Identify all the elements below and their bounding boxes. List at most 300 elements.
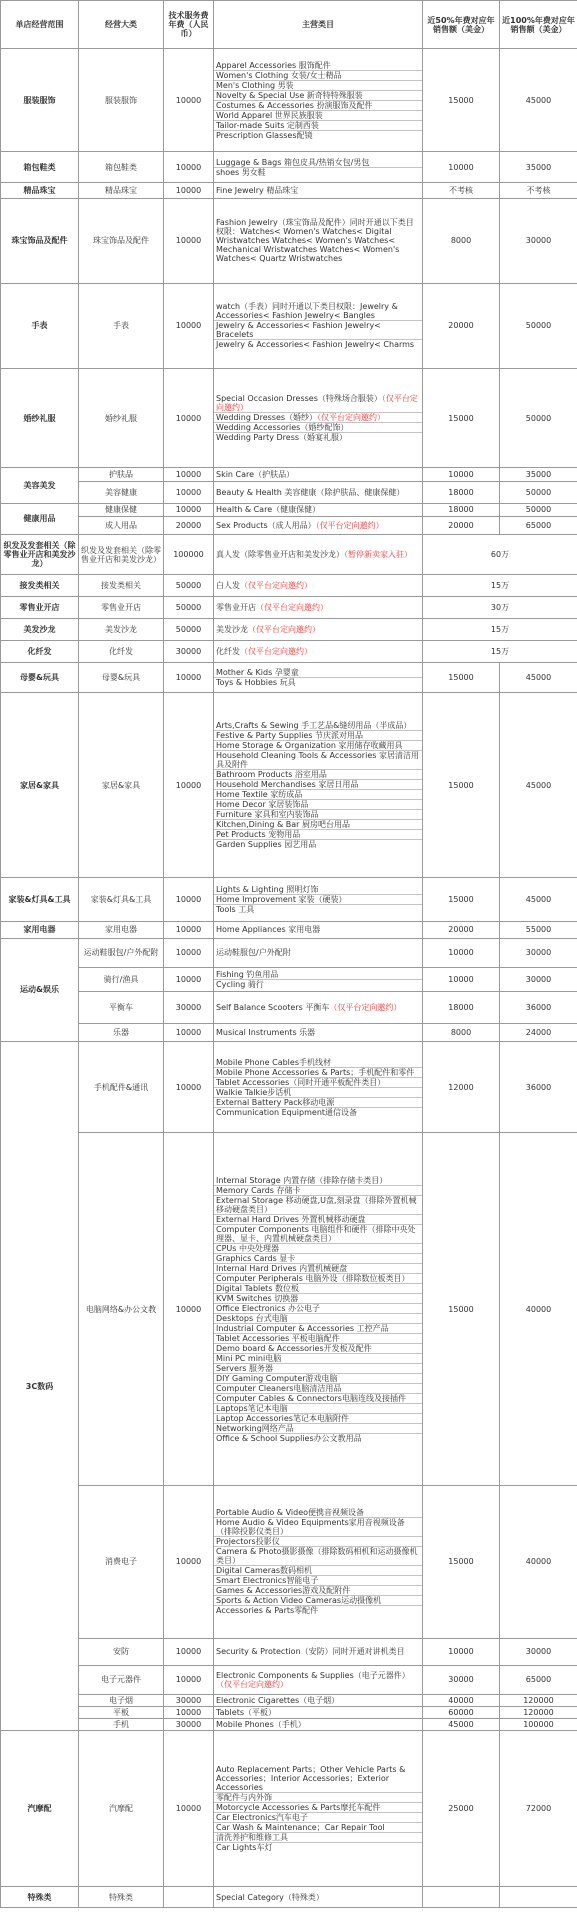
item-line bbox=[214, 61, 422, 70]
scope-cell: 家装&灯具&工具 bbox=[1, 878, 79, 922]
table-row bbox=[1, 49, 577, 152]
annual-sales-100-cell: 30000 bbox=[500, 198, 577, 283]
scope-cell: 手表 bbox=[1, 283, 79, 368]
annual-sales-100-cell: 30000 bbox=[500, 938, 577, 967]
main-items-cell bbox=[214, 1731, 423, 1887]
item-line bbox=[214, 1546, 422, 1565]
category-cell: 手机 bbox=[79, 1719, 164, 1731]
item-line bbox=[214, 394, 422, 412]
annual-sales-50-cell: 10000 bbox=[423, 938, 500, 967]
category-cell: 乐器 bbox=[79, 1023, 164, 1041]
item-text: Office & School Supplies办公文教用品 bbox=[216, 1433, 362, 1443]
item-text: Home Appliances 家用电器 bbox=[216, 925, 321, 935]
item-line bbox=[214, 625, 422, 634]
category-cell: 家居&家具 bbox=[79, 693, 164, 878]
main-items-cell bbox=[214, 481, 423, 503]
main-items-cell bbox=[214, 468, 423, 481]
category-cell: 精品珠宝 bbox=[79, 182, 164, 198]
fee-cell: 10000 bbox=[164, 198, 214, 283]
item-line bbox=[214, 422, 422, 432]
item-line bbox=[214, 1323, 422, 1333]
item-line bbox=[214, 1077, 422, 1087]
scope-cell: 美发沙龙 bbox=[1, 619, 79, 641]
item-line bbox=[214, 1585, 422, 1595]
invite-only-note: （仅平台定向邀约） bbox=[315, 521, 384, 531]
item-text: 美发沙龙 bbox=[216, 625, 248, 635]
item-line bbox=[214, 90, 422, 100]
invite-only-note: （仅平台定向邀约） bbox=[317, 413, 386, 423]
item-text: Household Cleaning Tools & Accessories 家居清洁用具及附件 bbox=[216, 751, 419, 770]
annual-sales-100-cell: 45000 bbox=[500, 662, 577, 692]
item-line bbox=[214, 1087, 422, 1097]
fee-cell: 20000 bbox=[164, 517, 214, 535]
item-text: Accessories & Parts零配件 bbox=[216, 1606, 319, 1616]
item-line bbox=[214, 1393, 422, 1403]
table-row bbox=[1, 1042, 577, 1133]
scope-cell: 服装服饰 bbox=[1, 49, 79, 152]
category-cell: 电脑网络&办公文教 bbox=[79, 1133, 164, 1486]
header-cell: 单店经营范围 bbox=[1, 1, 79, 49]
main-items-cell bbox=[214, 1133, 423, 1486]
fee-cell: 10000 bbox=[164, 938, 214, 967]
annual-sales-100-cell bbox=[500, 1887, 577, 1908]
annual-sales-100-cell: 15万 bbox=[423, 640, 577, 662]
item-text: Skin Care（护肤品） bbox=[216, 470, 295, 480]
item-text: Desktops 台式电脑 bbox=[216, 1313, 288, 1323]
item-line bbox=[214, 809, 422, 819]
category-cell: 婚纱礼服 bbox=[79, 368, 164, 468]
item-text: Computer Components 电脑组件和硬件（排除中央处理器、显卡、内置机械硬盘类目） bbox=[216, 1224, 416, 1243]
table-row bbox=[1, 368, 577, 468]
table-row bbox=[1, 619, 577, 641]
item-text: Graphics Cards 显卡 bbox=[216, 1253, 296, 1263]
annual-sales-100-cell: 30000 bbox=[500, 967, 577, 991]
item-line bbox=[214, 1003, 422, 1012]
item-line bbox=[214, 829, 422, 839]
item-text: Wedding Party Dress（婚宴礼服） bbox=[216, 433, 348, 443]
item-line bbox=[214, 894, 422, 904]
item-line bbox=[214, 819, 422, 829]
table-row bbox=[1, 921, 577, 938]
category-cell: 安防 bbox=[79, 1639, 164, 1666]
annual-sales-100-cell: 50000 bbox=[500, 503, 577, 516]
category-cell: 化纤发 bbox=[79, 640, 164, 662]
item-line bbox=[214, 668, 422, 677]
item-line bbox=[214, 1224, 422, 1243]
item-text: Kitchen,Dining & Bar 厨房吧台用品 bbox=[216, 820, 350, 830]
item-line bbox=[214, 1433, 422, 1443]
category-cell: 零售业开店 bbox=[79, 597, 164, 619]
annual-sales-50-cell: 25000 bbox=[423, 1731, 500, 1887]
fee-cell: 10000 bbox=[164, 182, 214, 198]
annual-sales-100-cell: 120000 bbox=[500, 1707, 577, 1719]
annual-sales-50-cell: 15000 bbox=[423, 368, 500, 468]
item-line bbox=[214, 1303, 422, 1313]
item-line bbox=[214, 80, 422, 90]
scope-cell: 家居&家具 bbox=[1, 693, 79, 878]
item-line bbox=[214, 1273, 422, 1283]
item-text: Cycling 骑行 bbox=[216, 980, 264, 990]
fee-cell: 10000 bbox=[164, 1707, 214, 1719]
category-cell: 护肤品 bbox=[79, 468, 164, 481]
item-text: External Hard Drives 外置机械移动硬盘 bbox=[216, 1214, 366, 1224]
annual-sales-50-cell: 8000 bbox=[423, 1023, 500, 1041]
annual-sales-50-cell: 15000 bbox=[423, 693, 500, 878]
fee-cell: 10000 bbox=[164, 283, 214, 368]
fee-cell: 50000 bbox=[164, 575, 214, 597]
item-text: Fine Jewelry 精品珠宝 bbox=[216, 185, 299, 195]
annual-sales-50-cell: 8000 bbox=[423, 198, 500, 283]
table-row bbox=[1, 597, 577, 619]
item-text: Costumes & Accessories 扮演服饰及配件 bbox=[216, 100, 373, 110]
table-row bbox=[1, 662, 577, 692]
fee-cell: 10000 bbox=[164, 49, 214, 152]
item-text: Arts,Crafts & Sewing 手工艺品&缝纫用品（半成品） bbox=[216, 721, 412, 731]
header-cell: 技术服务费年费（人民币） bbox=[164, 1, 214, 49]
annual-sales-100-cell: 不考核 bbox=[500, 182, 577, 198]
scope-cell: 家用电器 bbox=[1, 921, 79, 938]
item-line bbox=[214, 70, 422, 80]
fee-cell: 10000 bbox=[164, 662, 214, 692]
annual-sales-100-cell: 45000 bbox=[500, 49, 577, 152]
main-items-cell bbox=[214, 693, 423, 878]
fee-cell: 30000 bbox=[164, 640, 214, 662]
item-line bbox=[214, 1283, 422, 1293]
item-text: Apparel Accessories 服饰配件 bbox=[216, 60, 331, 70]
annual-sales-50-cell: 10000 bbox=[423, 152, 500, 182]
item-line bbox=[214, 110, 422, 120]
table-row bbox=[1, 1023, 577, 1041]
main-items-cell bbox=[214, 198, 423, 283]
item-line bbox=[214, 1107, 422, 1117]
scope-cell: 零售业开店 bbox=[1, 597, 79, 619]
invite-only-note: （暂停新卖家入驻） bbox=[344, 550, 412, 560]
main-items-cell bbox=[214, 283, 423, 368]
annual-sales-100-cell: 30000 bbox=[500, 1639, 577, 1666]
category-cell: 美发沙龙 bbox=[79, 619, 164, 641]
category-cell: 电子元器件 bbox=[79, 1665, 164, 1694]
item-text: Home Storage & Organization 家用储存收藏用具 bbox=[216, 741, 403, 751]
main-items-cell bbox=[214, 992, 423, 1024]
main-items-cell bbox=[214, 1639, 423, 1666]
scope-cell: 3C数码 bbox=[1, 1042, 79, 1731]
item-text: Mini PC mini电脑 bbox=[216, 1353, 282, 1363]
item-line bbox=[214, 1536, 422, 1546]
item-line bbox=[214, 339, 422, 349]
item-line bbox=[214, 1720, 422, 1729]
item-line bbox=[214, 1708, 422, 1717]
item-text: Projectors投影仪 bbox=[216, 1537, 280, 1547]
table-row bbox=[1, 535, 577, 575]
item-text: Women's Clothing 女装/女士精品 bbox=[216, 70, 342, 80]
annual-sales-100-cell: 15万 bbox=[423, 575, 577, 597]
table-row bbox=[1, 481, 577, 503]
item-line bbox=[214, 1363, 422, 1373]
item-text: Tablet Accessories（同时开通平板配件类目） bbox=[216, 1077, 386, 1087]
item-text: Sports & Action Video Cameras运动摄像机 bbox=[216, 1596, 382, 1606]
item-line bbox=[214, 1842, 422, 1852]
item-text: Laptop Accessories笔记本电脑附件 bbox=[216, 1413, 349, 1423]
item-line bbox=[214, 1647, 422, 1656]
item-text: Mobile Phone Cables手机线材 bbox=[216, 1057, 331, 1067]
item-line bbox=[214, 158, 422, 167]
scope-cell: 化纤发 bbox=[1, 640, 79, 662]
item-text: Industrial Computer & Accessories 工控产品 bbox=[216, 1323, 389, 1333]
item-text: Lights & Lighting 照明灯饰 bbox=[216, 884, 319, 894]
category-cell: 珠宝饰品及配件 bbox=[79, 198, 164, 283]
item-text: Self Balance Scooters 平衡车 bbox=[216, 1003, 330, 1013]
annual-sales-50-cell: 12000 bbox=[423, 1042, 500, 1133]
item-text: Digital Tablets 数位板 bbox=[216, 1283, 300, 1293]
fee-cell: 10000 bbox=[164, 1485, 214, 1638]
table-row bbox=[1, 468, 577, 481]
category-cell: 成人用品 bbox=[79, 517, 164, 535]
table-row bbox=[1, 640, 577, 662]
item-line bbox=[214, 432, 422, 442]
item-text: Security & Protection（安防）同时开通对讲机类目 bbox=[216, 1647, 405, 1657]
item-text: Walkie Talkie步话机 bbox=[216, 1087, 292, 1097]
scope-cell: 母婴&玩具 bbox=[1, 662, 79, 692]
item-line bbox=[214, 603, 422, 612]
item-line bbox=[214, 1508, 422, 1517]
item-line bbox=[214, 1765, 422, 1792]
item-text: 清洗养护和维修工具 bbox=[216, 1833, 288, 1843]
item-line bbox=[214, 721, 422, 730]
item-text: Computer Cleaners电脑清洁用品 bbox=[216, 1383, 342, 1393]
main-items-cell bbox=[214, 1042, 423, 1133]
table-row bbox=[1, 1887, 577, 1908]
item-line bbox=[214, 740, 422, 750]
header-cell: 近50%年费对应年销售额（美金） bbox=[423, 1, 500, 49]
annual-sales-50-cell: 10000 bbox=[423, 967, 500, 991]
invite-only-note: （仅平台定向邀约） bbox=[216, 394, 418, 413]
item-line bbox=[214, 1605, 422, 1615]
item-line bbox=[214, 1403, 422, 1413]
annual-sales-100-cell: 40000 bbox=[500, 1485, 577, 1638]
fee-cell: 10000 bbox=[164, 152, 214, 182]
fee-cell: 10000 bbox=[164, 878, 214, 922]
item-text: Internal Storage 内置存储（排除存储卡类目） bbox=[216, 1175, 388, 1185]
main-items-cell bbox=[214, 1485, 423, 1638]
invite-only-note: （仅平台定向邀约） bbox=[240, 581, 312, 591]
scope-cell: 特殊类 bbox=[1, 1887, 79, 1908]
item-line bbox=[214, 1195, 422, 1214]
item-line bbox=[214, 1565, 422, 1575]
invite-only-note: （仅平台定向邀约） bbox=[329, 1003, 402, 1013]
category-cell: 特殊类 bbox=[79, 1887, 164, 1908]
category-cell: 骑行/渔具 bbox=[79, 967, 164, 991]
annual-sales-100-cell: 40000 bbox=[500, 1133, 577, 1486]
category-cell: 运动鞋服包/户外配附 bbox=[79, 938, 164, 967]
item-line bbox=[214, 647, 422, 656]
invite-only-note: （仅平台定向邀约） bbox=[216, 1679, 288, 1689]
item-line bbox=[214, 186, 422, 195]
annual-sales-50-cell: 15000 bbox=[423, 49, 500, 152]
item-text: Jewelry & Accessories< Fashion Jewelry< Bracelets bbox=[216, 321, 381, 340]
item-text: Digital Cameras数码相机 bbox=[216, 1566, 313, 1576]
item-line bbox=[214, 1383, 422, 1393]
item-text: Wedding Dresses（婚纱） bbox=[216, 413, 318, 423]
scope-cell: 接发类相关 bbox=[1, 575, 79, 597]
annual-sales-100-cell: 45000 bbox=[500, 693, 577, 878]
item-line bbox=[214, 218, 422, 263]
item-line bbox=[214, 550, 422, 559]
item-text: Garden Supplies 园艺用品 bbox=[216, 840, 317, 850]
category-cell: 家装&灯具&工具 bbox=[79, 878, 164, 922]
fee-cell: 30000 bbox=[164, 1694, 214, 1706]
item-text: Auto Replacement Parts；Other Vehicle Parts & Accessories；Interior Accessories；Exterior Accessories bbox=[216, 1765, 406, 1793]
item-line bbox=[214, 302, 422, 320]
item-text: Home Textile 家纺成品 bbox=[216, 790, 303, 800]
table-header-row bbox=[1, 1, 577, 49]
item-text: Memory Cards 存储卡 bbox=[216, 1185, 301, 1195]
main-items-cell bbox=[214, 967, 423, 991]
annual-sales-100-cell: 65000 bbox=[500, 1665, 577, 1694]
annual-sales-50-cell: 45000 bbox=[423, 1719, 500, 1731]
item-text: Toys & Hobbies 玩具 bbox=[216, 678, 296, 688]
item-text: Bathroom Products 浴室用品 bbox=[216, 770, 327, 780]
table-row bbox=[1, 1133, 577, 1486]
invite-only-note: （仅平台定向邀约） bbox=[256, 603, 328, 613]
item-line bbox=[214, 1343, 422, 1353]
main-items-cell bbox=[214, 1707, 423, 1719]
item-text: Furniture 家具和室内装饰品 bbox=[216, 810, 319, 820]
annual-sales-100-cell: 72000 bbox=[500, 1731, 577, 1887]
item-text: Health & Care（健康保健） bbox=[216, 505, 321, 515]
item-text: Mobile Phones（手机） bbox=[216, 1720, 306, 1730]
scope-cell: 箱包鞋类 bbox=[1, 152, 79, 182]
fee-cell: 50000 bbox=[164, 597, 214, 619]
annual-sales-50-cell: 18000 bbox=[423, 992, 500, 1024]
table-row bbox=[1, 182, 577, 198]
annual-sales-50-cell: 18000 bbox=[423, 481, 500, 503]
item-text: Motorcycle Accessories & Parts摩托车配件 bbox=[216, 1803, 381, 1813]
category-cell: 平板 bbox=[79, 1707, 164, 1719]
annual-sales-50-cell: 10000 bbox=[423, 468, 500, 481]
item-line bbox=[214, 1893, 422, 1902]
annual-sales-50-cell: 20000 bbox=[423, 921, 500, 938]
item-line bbox=[214, 100, 422, 110]
item-text: Networking网络产品 bbox=[216, 1423, 294, 1433]
item-text: Special Occasion Dresses（特殊场合服装） bbox=[216, 394, 382, 404]
main-items-cell bbox=[214, 575, 423, 597]
item-text: Internal Hard Drives 内置机械硬盘 bbox=[216, 1263, 348, 1273]
item-text: Home Audio & Video Equipments家用音视频设备（排除投影仪类目） bbox=[216, 1518, 405, 1537]
scope-cell: 婚纱礼服 bbox=[1, 368, 79, 468]
annual-sales-100-cell: 100000 bbox=[500, 1719, 577, 1731]
item-line bbox=[214, 1176, 422, 1185]
table-row bbox=[1, 878, 577, 922]
item-text: Tablet Accessories 平板电脑配件 bbox=[216, 1333, 340, 1343]
item-line bbox=[214, 1822, 422, 1832]
item-line bbox=[214, 1696, 422, 1705]
item-text: Men's Clothing 男装 bbox=[216, 80, 294, 90]
main-items-cell bbox=[214, 182, 423, 198]
fee-cell: 10000 bbox=[164, 1023, 214, 1041]
item-line bbox=[214, 1243, 422, 1253]
item-text: 运动鞋服包/户外配附 bbox=[216, 948, 291, 958]
item-text: Car Lights车灯 bbox=[216, 1843, 273, 1853]
annual-sales-50-cell: 15000 bbox=[423, 878, 500, 922]
main-items-cell bbox=[214, 662, 423, 692]
item-line bbox=[214, 769, 422, 779]
annual-sales-50-cell: 60000 bbox=[423, 1707, 500, 1719]
annual-sales-50-cell bbox=[423, 1887, 500, 1908]
item-text: Camera & Photo摄影摄像（排除数码相机和运动摄像机类目） bbox=[216, 1547, 418, 1566]
annual-sales-100-cell: 45000 bbox=[500, 878, 577, 922]
table-row bbox=[1, 1731, 577, 1887]
category-cell: 织发及发套相关（除零售业开店和美发沙龙） bbox=[79, 535, 164, 575]
item-text: watch（手表）同时开通以下类目权限：Jewelry & Accessories< Fashion Jewelry< Bangles bbox=[216, 302, 398, 321]
item-text: Car Electronics汽车电子 bbox=[216, 1813, 308, 1823]
item-line bbox=[214, 167, 422, 177]
table-row bbox=[1, 1639, 577, 1666]
annual-sales-100-cell: 55000 bbox=[500, 921, 577, 938]
item-line bbox=[214, 885, 422, 894]
fee-cell: 30000 bbox=[164, 992, 214, 1024]
fee-cell bbox=[164, 1887, 214, 1908]
fee-cell: 10000 bbox=[164, 503, 214, 516]
item-text: Communication Equipment通信设备 bbox=[216, 1107, 358, 1117]
item-text: External Battery Pack移动电源 bbox=[216, 1097, 335, 1107]
table-row bbox=[1, 1707, 577, 1719]
item-line bbox=[214, 839, 422, 849]
item-text: shoes 男女鞋 bbox=[216, 167, 266, 177]
main-items-cell bbox=[214, 921, 423, 938]
item-text: Tailor-made Suits 定制西装 bbox=[216, 120, 319, 130]
category-cell: 美容健康 bbox=[79, 481, 164, 503]
item-line bbox=[214, 1313, 422, 1323]
scope-cell: 美容美发 bbox=[1, 468, 79, 503]
item-text: Laptops笔记本电脑 bbox=[216, 1403, 288, 1413]
item-line bbox=[214, 979, 422, 989]
item-line bbox=[214, 799, 422, 809]
main-items-cell bbox=[214, 1719, 423, 1731]
item-line bbox=[214, 1214, 422, 1224]
annual-sales-50-cell: 不考核 bbox=[423, 182, 500, 198]
item-line bbox=[214, 948, 422, 957]
annual-sales-50-cell: 20000 bbox=[423, 283, 500, 368]
item-text: Computer Cables & Connectors电脑连线及接插件 bbox=[216, 1393, 406, 1403]
main-items-cell bbox=[214, 1887, 423, 1908]
table-row bbox=[1, 1694, 577, 1706]
main-items-cell bbox=[214, 517, 423, 535]
main-items-cell bbox=[214, 152, 423, 182]
fee-cell: 10000 bbox=[164, 1639, 214, 1666]
table-row bbox=[1, 198, 577, 283]
fee-cell: 10000 bbox=[164, 1133, 214, 1486]
fee-cell: 10000 bbox=[164, 468, 214, 481]
scope-cell: 健康用品 bbox=[1, 503, 79, 535]
item-line bbox=[214, 1413, 422, 1423]
fee-cell: 30000 bbox=[164, 1719, 214, 1731]
item-line bbox=[214, 130, 422, 140]
table-row bbox=[1, 693, 577, 878]
annual-sales-50-cell: 18000 bbox=[423, 503, 500, 516]
item-line bbox=[214, 1253, 422, 1263]
item-text: CPUs 中央处理器 bbox=[216, 1243, 279, 1253]
item-line bbox=[214, 120, 422, 130]
item-text: Festive & Party Supplies 节庆派对用品 bbox=[216, 731, 364, 741]
annual-sales-50-cell: 40000 bbox=[423, 1694, 500, 1706]
header-cell: 主营类目 bbox=[214, 1, 423, 49]
annual-sales-100-cell: 35000 bbox=[500, 152, 577, 182]
item-text: Fashion Jewelry（珠宝饰品及配件）同时开通以下类目权限：Watches< Women's Watches< Digital Wristwatches Watches< Women's Watches< Mechanical Wristwatches Watches< Women's Watches< Quartz Wristwatches bbox=[216, 218, 414, 264]
annual-sales-50-cell: 15000 bbox=[423, 662, 500, 692]
item-line bbox=[214, 970, 422, 979]
item-text: Household Merchandises 家居日用品 bbox=[216, 780, 359, 790]
item-text: 零售业开店 bbox=[216, 603, 256, 613]
